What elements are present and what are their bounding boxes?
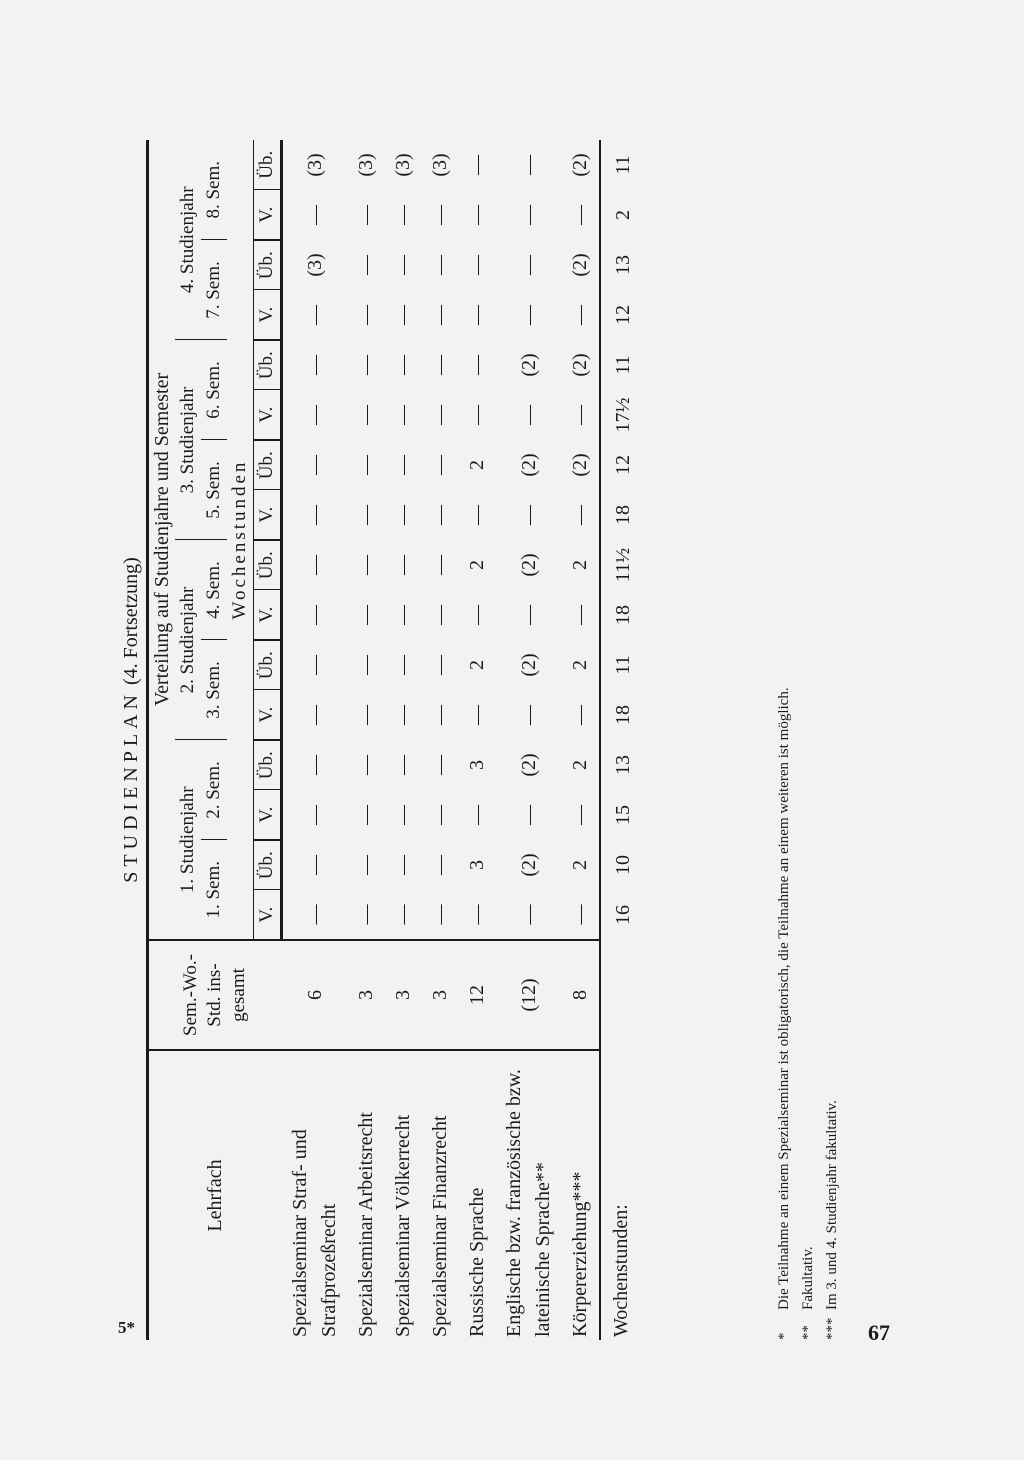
row-cell: — <box>304 605 327 625</box>
totals-cell: 11 <box>600 340 640 390</box>
totals-row <box>600 140 640 1340</box>
row-cell: — <box>466 155 488 175</box>
header-ue: Üb. <box>254 740 282 790</box>
footnotes <box>772 140 844 1340</box>
totals-cell: 2 <box>600 190 640 240</box>
row-cell: — <box>429 755 451 775</box>
row-total-hours: (12) <box>496 940 562 1050</box>
row-cell: 2 <box>466 560 488 570</box>
header-ue: Üb. <box>254 140 282 190</box>
totals-cell: 16 <box>600 890 640 940</box>
table-row <box>348 140 385 1340</box>
header-ue: Üb. <box>254 240 282 290</box>
row-cell: — <box>355 255 377 275</box>
row-cell: — <box>517 405 540 425</box>
row-cell: — <box>392 705 414 725</box>
row-cell: — <box>466 605 488 625</box>
totals-cell: 11½ <box>600 540 640 590</box>
row-cell: — <box>517 805 540 825</box>
row-cell: — <box>429 405 451 425</box>
header-distribution: Verteilung auf Studienjahre und Semester <box>148 140 176 940</box>
row-cell: — <box>304 904 327 925</box>
row-subject: Körpererziehung*** <box>562 1050 600 1340</box>
footnote-text: Fakultativ. <box>800 1246 816 1310</box>
row-cell: — <box>517 155 540 175</box>
row-cell: (2) <box>517 653 540 677</box>
row-cell: — <box>466 705 488 725</box>
header-sem-1: 1. Sem. <box>201 840 227 940</box>
header-ue: Üb. <box>254 440 282 490</box>
row-cell: — <box>392 455 414 475</box>
row-cell: — <box>466 355 488 375</box>
table-row <box>459 140 496 1340</box>
row-cell: — <box>392 505 414 525</box>
row-cell: — <box>304 455 327 475</box>
row-cell: — <box>429 904 451 925</box>
title-main: STUDIENPLAN <box>120 690 142 883</box>
row-cell: — <box>569 205 591 225</box>
row-cell: — <box>355 904 377 925</box>
row-cell: — <box>304 655 327 675</box>
header-year-2: 2. Studienjahr <box>175 540 201 740</box>
row-cell: — <box>355 855 377 875</box>
row-cell: — <box>569 505 591 525</box>
header-year-3: 3. Studienjahr <box>175 340 201 540</box>
row-cell: — <box>429 455 451 475</box>
row-cell: — <box>569 705 591 725</box>
table-row <box>562 140 600 1340</box>
row-cell: — <box>304 505 327 525</box>
row-cell: — <box>429 655 451 675</box>
row-cell: — <box>304 205 327 225</box>
header-year-1: 1. Studienjahr <box>175 740 201 940</box>
row-cell: — <box>392 755 414 775</box>
row-cell: — <box>429 605 451 625</box>
row-cell: — <box>304 805 327 825</box>
row-total-hours: 3 <box>385 940 422 1050</box>
row-cell: — <box>304 405 327 425</box>
row-total-hours: 8 <box>562 940 600 1050</box>
row-cell: 3 <box>466 760 488 770</box>
footnote <box>820 140 844 1340</box>
row-cell: — <box>517 505 540 525</box>
row-cell: — <box>304 355 327 375</box>
row-cell: — <box>392 255 414 275</box>
row-cell: 2 <box>466 460 488 470</box>
row-cell: — <box>466 205 488 225</box>
study-plan-table <box>146 140 640 1340</box>
row-cell: — <box>355 655 377 675</box>
row-cell: (3) <box>429 153 451 177</box>
row-cell: — <box>355 755 377 775</box>
header-sem-5: 5. Sem. <box>201 440 227 540</box>
row-cell: — <box>429 505 451 525</box>
row-cell: — <box>466 904 488 925</box>
row-subject: Spezialseminar Arbeitsrecht <box>348 1050 385 1340</box>
footnote-mark: ** <box>800 1325 816 1340</box>
row-total-hours: 6 <box>282 940 348 1050</box>
row-cell: — <box>569 805 591 825</box>
header-weekly-hours: Wochenstunden <box>229 459 250 620</box>
header-total-hours: Sem.-Wo.-Std. ins-gesamt <box>148 940 282 1050</box>
totals-cell: 18 <box>600 690 640 740</box>
row-total-hours: 3 <box>422 940 459 1050</box>
row-cell: — <box>355 305 377 325</box>
row-cell: (2) <box>569 353 591 377</box>
footnote <box>772 140 796 1340</box>
row-cell: — <box>429 305 451 325</box>
document-title <box>120 100 143 1340</box>
footnote-text: Im 3. und 4. Studienjahr fakultativ. <box>824 1100 840 1310</box>
header-v: V. <box>254 190 282 240</box>
header-ue: Üb. <box>254 540 282 590</box>
row-cell: (3) <box>304 253 327 277</box>
header-sem-4: 4. Sem. <box>201 540 227 640</box>
table-row <box>422 140 459 1340</box>
row-cell: — <box>392 805 414 825</box>
header-v: V. <box>254 790 282 840</box>
row-cell: — <box>355 205 377 225</box>
header-v: V. <box>254 690 282 740</box>
header-ue: Üb. <box>254 640 282 690</box>
totals-cell: 12 <box>600 440 640 490</box>
row-cell: — <box>466 255 488 275</box>
header-v: V. <box>254 490 282 540</box>
row-cell: — <box>392 355 414 375</box>
row-cell: (3) <box>392 153 414 177</box>
row-cell: — <box>429 205 451 225</box>
row-cell: — <box>355 705 377 725</box>
totals-cell: 12 <box>600 290 640 340</box>
row-cell: — <box>355 505 377 525</box>
title-sub: (4. Fortsetzung) <box>120 557 142 685</box>
row-cell: (2) <box>569 253 591 277</box>
header-lehrfach: Lehrfach <box>148 1050 282 1340</box>
row-cell: — <box>569 605 591 625</box>
row-cell: — <box>569 305 591 325</box>
page-number: 67 <box>868 1320 890 1345</box>
row-cell: — <box>392 605 414 625</box>
table-body <box>282 140 640 1340</box>
row-cell: — <box>304 855 327 875</box>
totals-cell: 10 <box>600 840 640 890</box>
row-cell: — <box>429 555 451 575</box>
row-cell: — <box>517 205 540 225</box>
row-cell: — <box>355 455 377 475</box>
totals-cell: 11 <box>600 640 640 690</box>
header-ue: Üb. <box>254 840 282 890</box>
rotated-table-block <box>100 100 900 1340</box>
totals-cell: 13 <box>600 740 640 790</box>
table-row <box>496 140 562 1340</box>
row-cell: — <box>392 405 414 425</box>
totals-label: Wochenstunden: <box>600 940 640 1340</box>
row-cell: — <box>517 705 540 725</box>
row-cell: — <box>569 904 591 925</box>
row-subject: Spezialseminar Straf- und Strafprozeßrecht <box>282 1050 348 1340</box>
totals-cell: 15 <box>600 790 640 840</box>
row-subject: Spezialseminar Finanzrecht <box>422 1050 459 1340</box>
header-sem-7: 7. Sem. <box>201 240 227 340</box>
row-subject: Spezialseminar Völkerrecht <box>385 1050 422 1340</box>
row-cell: — <box>355 405 377 425</box>
row-cell: — <box>392 305 414 325</box>
row-cell: — <box>517 305 540 325</box>
row-cell: (2) <box>569 453 591 477</box>
row-cell: — <box>429 805 451 825</box>
row-cell: — <box>392 555 414 575</box>
row-cell: — <box>569 405 591 425</box>
row-cell: — <box>304 555 327 575</box>
row-cell: 2 <box>569 660 591 670</box>
header-v: V. <box>254 390 282 440</box>
header-sem-3: 3. Sem. <box>201 640 227 740</box>
row-cell: — <box>304 705 327 725</box>
row-cell: — <box>466 505 488 525</box>
row-cell: — <box>517 904 540 925</box>
row-cell: (3) <box>355 153 377 177</box>
row-cell: — <box>392 855 414 875</box>
header-year-4: 4. Studienjahr <box>177 186 198 294</box>
row-cell: — <box>392 904 414 925</box>
row-subject: Englische bzw. französische bzw. lateinische Sprache** <box>496 1050 562 1340</box>
row-subject: Russische Sprache <box>459 1050 496 1340</box>
row-cell: — <box>466 305 488 325</box>
totals-cell: 11 <box>600 140 640 190</box>
row-cell: — <box>304 305 327 325</box>
row-cell: (2) <box>517 753 540 777</box>
row-cell: (2) <box>569 153 591 177</box>
row-cell: — <box>429 355 451 375</box>
footnote-mark: *** <box>824 1317 840 1340</box>
row-cell: (2) <box>517 853 540 877</box>
row-cell: 2 <box>569 760 591 770</box>
row-cell: — <box>517 605 540 625</box>
row-cell: 2 <box>569 860 591 870</box>
totals-cell: 17½ <box>600 390 640 440</box>
row-cell: — <box>392 205 414 225</box>
row-cell: 3 <box>466 860 488 870</box>
row-cell: — <box>304 755 327 775</box>
row-cell: (2) <box>517 553 540 577</box>
row-cell: — <box>429 255 451 275</box>
header-sem-8: 8. Sem. <box>203 160 224 219</box>
table-row <box>282 140 348 1340</box>
header-sem-6: 6. Sem. <box>201 340 227 440</box>
row-cell: (3) <box>304 153 327 177</box>
header-ue: Üb. <box>254 340 282 390</box>
totals-cell: 13 <box>600 240 640 290</box>
row-cell: (2) <box>517 453 540 477</box>
table-row <box>385 140 422 1340</box>
row-cell: — <box>429 705 451 725</box>
totals-cell: 18 <box>600 490 640 540</box>
row-cell: (2) <box>517 353 540 377</box>
row-total-hours: 12 <box>459 940 496 1050</box>
header-v: V. <box>254 590 282 640</box>
row-cell: — <box>392 655 414 675</box>
footnote-text: Die Teilnahme an einem Spezialseminar ist obligatorisch, die Teilnahme an einem weiteren ist möglich. <box>776 687 792 1310</box>
row-cell: — <box>355 805 377 825</box>
row-cell: — <box>466 405 488 425</box>
row-cell: — <box>355 555 377 575</box>
row-total-hours: 3 <box>348 940 385 1050</box>
row-cell: — <box>355 605 377 625</box>
header-v: V. <box>254 290 282 340</box>
header-sem-2: 2. Sem. <box>201 740 227 840</box>
row-cell: — <box>466 805 488 825</box>
row-cell: 2 <box>466 660 488 670</box>
totals-cell: 18 <box>600 590 640 640</box>
row-cell: — <box>517 255 540 275</box>
footnote-mark: * <box>776 1332 792 1340</box>
header-v: V. <box>254 890 282 940</box>
page-signature: 5* <box>118 1318 135 1337</box>
row-cell: 2 <box>569 560 591 570</box>
row-cell: — <box>355 355 377 375</box>
row-cell: — <box>429 855 451 875</box>
footnote <box>796 140 820 1340</box>
